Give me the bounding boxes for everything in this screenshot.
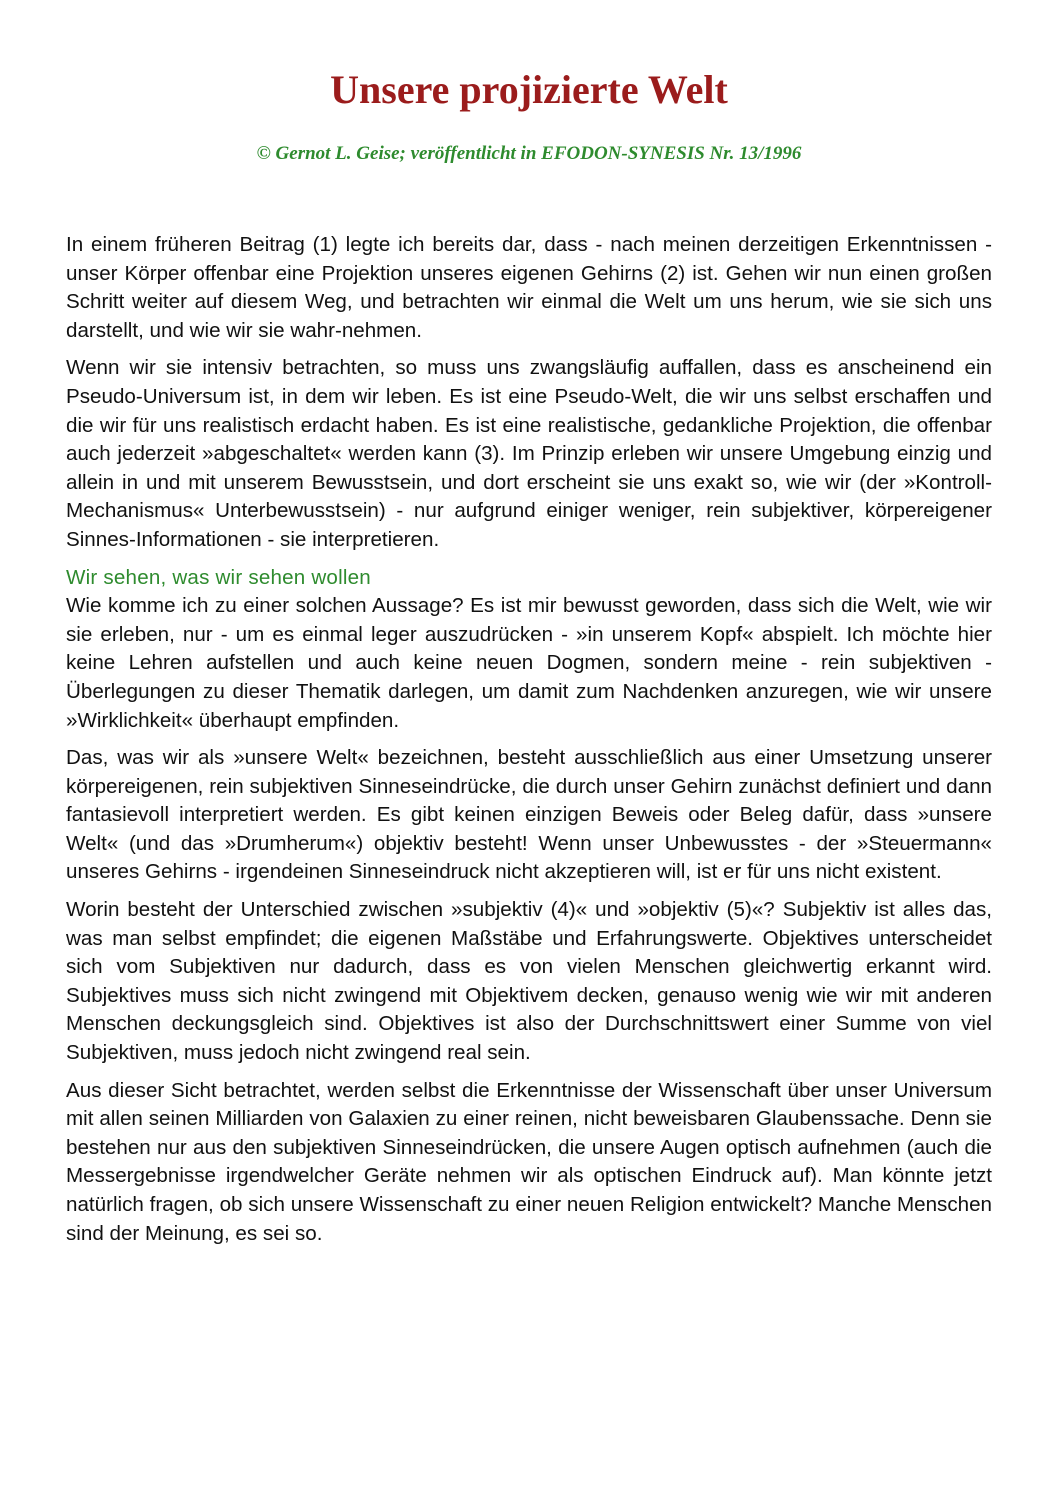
paragraph-2: Wenn wir sie intensiv betrachten, so muss uns zwangsläufig auffallen, dass es anscheinend ein Pseudo-Universum ist, in dem wir leben. Es ist eine Pseudo-Welt, die wir uns selbst erschaffen und die wir für uns realistisch erdacht haben. Es ist eine realistische, gedankliche Projektion, die offenbar auch jederzeit »abgeschaltet« werden kann (3). Im Prinzip erleben wir unsere Umgebung einzig und allein in und mit unserem Bewusstsein, und dort erscheint sie uns exakt so, wie wir (der »Kontroll-Mechanismus« Unterbewusstsein) - nur aufgrund einiger weniger, rein subjektiver, körpereigener Sinnes-Informationen - sie interpretieren. [66, 356, 992, 551]
section-heading: Wir sehen, was wir sehen wollen [66, 565, 371, 589]
paragraph-5: Worin besteht der Unterschied zwischen »subjektiv (4)« und »objektiv (5)«? Subjektiv ist alles das, was man selbst empfindet; die eigenen Maßstäbe und Erfahrungswerte. Objektives unterscheidet sich vom Subjektiven nur dadurch, dass es von vielen Menschen gleichwertig erkannt wird. Subjektives muss sich nicht zwingend mit Objektivem decken, genauso wenig wie wir mit anderen Menschen deckungsgleich sind. Objektives ist also der Durchschnittswert einer Summe von viel Subjektiven, muss jedoch nicht zwingend real sein. [66, 898, 992, 1065]
document-body [66, 231, 992, 1257]
paragraph-6: Aus dieser Sicht betrachtet, werden selbst die Erkenntnisse der Wissenschaft über unser Universum mit allen seinen Milliarden von Galaxien zu einer reinen, nicht beweisbaren Glaubenssache. Denn sie bestehen nur aus den subjektiven Sinneseindrücken, die unsere Augen optisch aufnehmen (auch die Messergebnisse irgendwelcher Geräte nehmen wir als optischen Eindruck auf). Man könnte jetzt natürlich fragen, ob sich unsere Wissenschaft zu einer neuen Religion entwickelt? Manche Menschen sind der Meinung, es sei so. [66, 1078, 992, 1245]
paragraph-1: In einem früheren Beitrag (1) legte ich bereits dar, dass - nach meinen derzeitigen Erkenntnissen - unser Körper offenbar eine Projektion unseres eigenen Gehirns (2) ist. Gehen wir nun einen großen Schritt weiter auf diesem Weg, und betrachten wir einmal die Welt um uns herum, wie sie sich uns darstellt, und wie wir sie wahr-nehmen. [66, 233, 992, 342]
paragraph-3: Wie komme ich zu einer solchen Aussage? Es ist mir bewusst geworden, dass sich die Welt, wie wir sie erleben, nur - um es einmal leger auszudrücken - »in unserem Kopf« abspielt. Ich möchte hier keine Lehren aufstellen und auch keine neuen Dogmen, sondern meine - rein subjektiven - Überlegungen zu dieser Thematik darlegen, um damit zum Nachdenken anzuregen, wie wir unsere »Wirklichkeit« überhaupt empfinden. [66, 594, 992, 732]
document-subtitle: © Gernot L. Geise; veröffentlicht in EFODON-SYNESIS Nr. 13/1996 [256, 143, 802, 164]
paragraph-4: Das, was wir als »unsere Welt« bezeichnen, besteht ausschließlich aus einer Umsetzung unserer körpereigenen, rein subjektiven Sinneseindrücke, die durch unser Gehirn zunächst definiert und dann fantasievoll interpretiert werden. Es gibt keinen einzigen Beweis oder Beleg dafür, dass »unsere Welt« (und das »Drumherum«) objektiv besteht! Wenn unser Unbewusstes - der »Steuermann« unseres Gehirns - irgendeinen Sinneseindruck nicht akzeptieren will, ist er für uns nicht existent. [66, 746, 992, 884]
document-title: Unsere projizierte Welt [330, 67, 728, 112]
